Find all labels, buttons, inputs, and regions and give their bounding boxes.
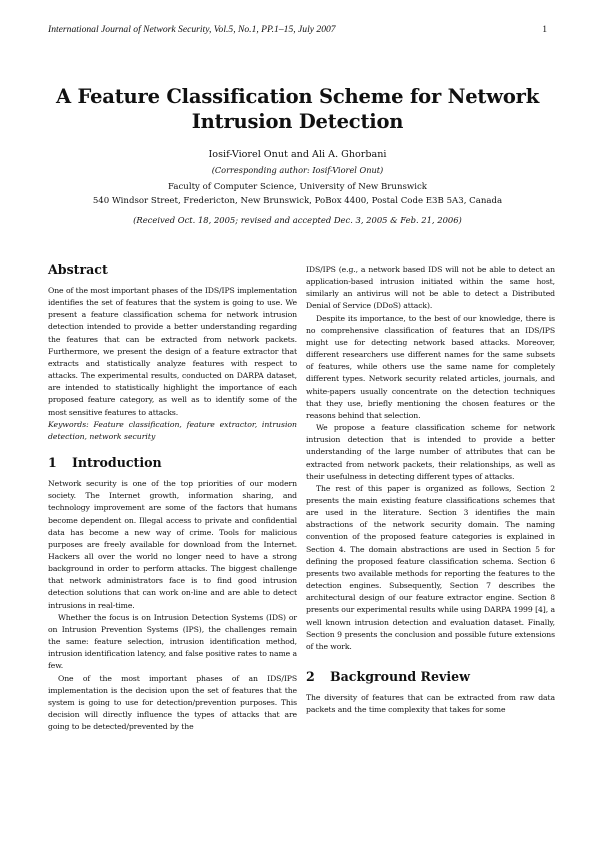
abstract-heading: Abstract bbox=[48, 262, 108, 277]
paragraph: Whether the focus is on Intrusion Detection Systems (IDS) or on Intrusion Prevention Systems (IPS), the challenges remain the same: feature selection, intrusion identification method, intrusion identification latency, and false positive rates to name a few. bbox=[48, 612, 297, 671]
section-number: 2 bbox=[306, 669, 315, 684]
keywords: Keywords: Feature classification, feature extractor, intrusion detection, network security bbox=[48, 419, 297, 441]
paragraph: IDS/IPS (e.g., a network based IDS will not be able to detect an application-based intrusion initiated within the same host, similarly an antivirus will not be able to detect a Distributed Denial of Service (DDoS) attack). bbox=[306, 265, 555, 311]
section-title: Introduction bbox=[72, 455, 162, 471]
affiliation-line-1: Faculty of Computer Science, University of New Brunswick bbox=[167, 182, 428, 192]
section-heading-background-review bbox=[306, 669, 555, 684]
page-number: 1 bbox=[542, 24, 547, 35]
author-names: Iosif-Viorel Onut and Ali A. Ghorbani bbox=[208, 149, 387, 160]
journal-citation: International Journal of Network Security, Vol.5, No.1, PP.1–15, July 2007 bbox=[48, 24, 336, 35]
left-column bbox=[48, 262, 297, 733]
right-column bbox=[306, 264, 555, 716]
paragraph: The diversity of features that can be extracted from raw data packets and the time complexity that takes for some bbox=[306, 693, 555, 715]
paragraph: We propose a feature classification scheme for network intrusion detection that is intended to provide a better understanding of the large number of attributes that can be extracted from network packets, their relationships, as well as their usefulness in detecting different types of attacks. bbox=[306, 423, 555, 481]
running-header bbox=[48, 24, 547, 35]
paragraph: One of the most important phases of an IDS/IPS implementation is the decision upon the set of features that the system is going to use for detection/prevention purposes. This decision will directly influence the types of attacks that are going to be detected/prevented by the bbox=[48, 673, 297, 732]
received-dates: (Received Oct. 18, 2005; revised and accepted Dec. 3, 2005 & Feb. 21, 2006) bbox=[133, 215, 462, 225]
corresponding-author: (Corresponding author: Iosif-Viorel Onut) bbox=[211, 165, 384, 175]
section-heading-introduction bbox=[48, 455, 297, 470]
abstract-text: One of the most important phases of the IDS/IPS implementation identifies the set of features that the system is going to use. We present a feature classification schema for network intrusion detection intended to provide a better understanding regarding the features that can be extracted from network packets. Furthermore, we present the design of a feature extractor that extracts and statistically analyze features with respect to attacks. The experimental results, conducted on DARPA dataset, are intended to statistically highlight the importance of each proposed feature category, as well as to identify some of the most sensitive features to attacks. bbox=[48, 286, 297, 417]
affiliation-line-2: 540 Windsor Street, Fredericton, New Brunswick, PoBox 4400, Postal Code E3B 5A3, Canada bbox=[92, 196, 503, 206]
paragraph: Despite its importance, to the best of our knowledge, there is no comprehensive classification of features that an IDS/IPS might use for detecting network based attacks. Moreover, different researchers use different names for the same subsets of features, while others use the same name for completely different types. Network security related articles, journals, and white-papers usually concentrate on the detection techniques that they use, briefly mentioning the chosen features or the reasons behind that selection. bbox=[306, 313, 555, 420]
paragraph: The rest of this paper is organized as follows, Section 2 presents the main existing feature classifications schemes that are used in the literature. Section 3 identifies the main abstractions of the network security domain. The naming convention of the proposed feature categories is explained in Section 4. The domain abstractions are used in Section 5 for defining the proposed feature classification schema. Section 6 presents two available methods for reporting the features to the detection engines. Subsequently, Section 7 describes the architectural design of our feature extractor engine. Section 8 presents our experimental results while using DARPA 1999 [4], a well known intrusion detection and evaluation dataset. Finally, Section 9 presents the conclusion and possible future extensions of the work. bbox=[306, 483, 555, 651]
paragraph: Network security is one of the top priorities of our modern society. The Internet growth, information sharing, and technology improvement are some of the factors that humans become dependent on. Illegal access to private and confidential data has become a new way of crime. Tools for malicious purposes are freely available for download from the Internet. Hackers all over the world no longer need to have a strong background in order to perform attacks. The biggest challenge that network administrators face is to find good intrusion detection solutions that can work on-line and are able to detect intrusions in real-time. bbox=[48, 479, 297, 610]
section-number: 1 bbox=[48, 455, 57, 471]
section-title: Background Review bbox=[330, 669, 470, 684]
paper-title: A Feature Classification Scheme for Network Intrusion Detection bbox=[55, 85, 540, 133]
